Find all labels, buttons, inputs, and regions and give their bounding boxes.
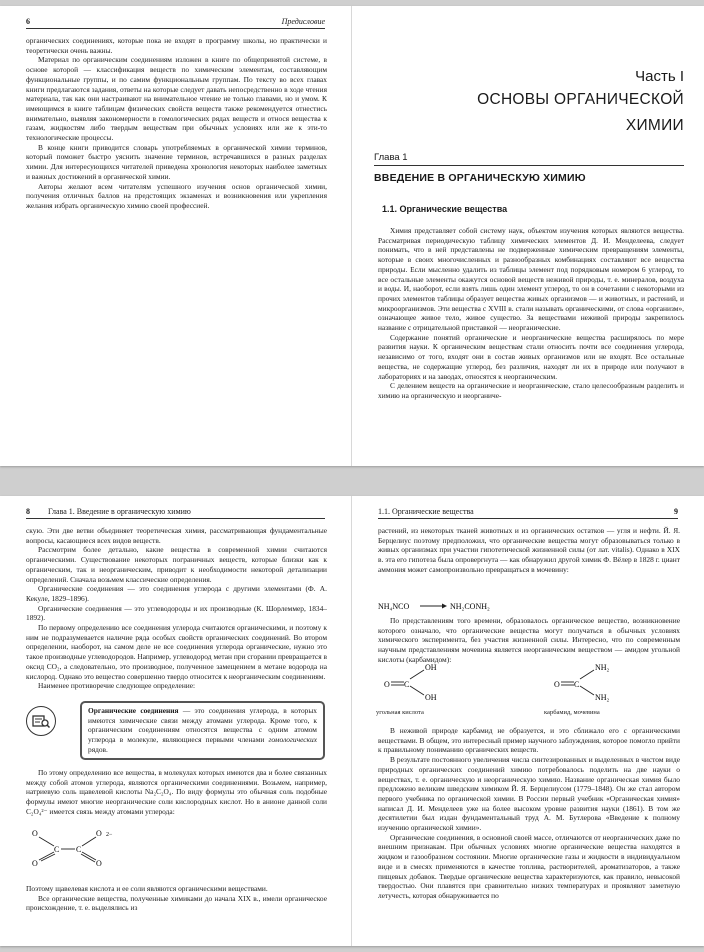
paragraph: скую. Эти две ветви объединяет теоретическая химия, рассматривающая фундаментальные вопросы, касающиеся всех видов веществ. <box>26 526 327 545</box>
running-title: Глава 1. Введение в органическую химию <box>48 507 191 516</box>
paragraph: Химия представляет собой систему наук, объектом изучения которых являются вещества. Рассматривая периодическую таблицу химических элементов Д. И. Менделеева, следует понимать, что в ней представлены не подверженные химическим превращениям элементы, которые в своих многочисленных и разнообразных комбинациях составляют все вещества природы. Если мысленно удалить из таблицы элемент под порядковым номером 6 углерод, то все остальные элементы окажутся основой веществ неживой природы, т. е. минералов, воздуха и воды. И, наоборот, если взять лишь один элемент углерод, то он в сочетании с некоторыми из прочих элементов таблицы образует вещества живых организмов — и животных, и растений, и микроорганизмов. Эти вещества с XVIII в. стали называть органическими, от слова «организм», означающее живое тело, живое существо. За веществами неживой природы закрепилось название с отрицательной приставкой — неорганические. <box>378 226 684 333</box>
running-header <box>26 16 325 29</box>
atom-label: O <box>96 829 102 838</box>
paragraph: Авторы желают всем читателям успешного изучения основ органической химии, получения отличных баллов на предстоящих экзаменах и возникновения или укрепления желания избрать органическую химию своей профессией. <box>26 181 327 210</box>
bottom-spread <box>0 496 704 946</box>
page-9-text-c <box>378 726 680 901</box>
part-title-line1: ОСНОВЫ ОРГАНИЧЕСКОЙ <box>477 91 684 108</box>
page-8 <box>0 496 352 946</box>
page-8-text-b <box>26 768 327 817</box>
page-number: 6 <box>26 17 30 26</box>
book-search-icon <box>31 711 51 731</box>
page-6 <box>0 6 352 466</box>
paragraph: Содержание понятий органические и неорганические вещества расширялось по мере развития науки. К органическим веществам стали относить почти все соединения углерода, независимо от того, входят они в состав живых организмов или не входят. Все остальные вещества, не содержащие углерод, без различия, находят ли их в природе или получают в лабораториях и на заводах, относятся к неорганическим. <box>378 332 684 381</box>
oxalate-structure <box>30 826 120 875</box>
paragraph: Поэтому щавелевая кислота и ее соли являются органическими веществами. <box>26 884 268 893</box>
paragraph: Все органические вещества, полученные химиками до начала XIX в., имели органическое происхождение, т. е. выделялись из <box>26 893 327 913</box>
atom-label: NH₂ <box>595 663 610 672</box>
paragraph: Органические соединения — это соединения углерода с другими элементами (Ф. А. Кекуле, 1829–1896). <box>26 584 327 603</box>
page-number: 9 <box>674 507 678 516</box>
paragraph: растений, из некоторых тканей животных и из органических остатков — угля и нефти. Й. Я. Берцелиус поэтому предположил, что органические вещества могут образовываться только в живых организмах при участии гипотетической жизненной силы (от лат. vitalis). Однако в XIX в. эта его гипотеза была опровергнута — как обнаружил другой химик Ф. Вёлер в 1828 г. циант аммония может самопроизвольно превращаться в мочевину: <box>378 526 680 574</box>
paragraph: С делением веществ на органические и неорганические, стало целесообразным разделить и химию на органическую и неорганиче- <box>378 381 684 400</box>
top-spread <box>0 6 704 466</box>
chapter-title: ВВЕДЕНИЕ В ОРГАНИЧЕСКУЮ ХИМИЮ <box>374 172 586 184</box>
atom-label: O <box>384 680 390 689</box>
definition-icon <box>26 706 56 736</box>
paragraph: Органические соединения — это углеводороды и их производные (К. Шорлеммер, 1834–1892). <box>26 603 327 623</box>
paragraph: Наименее противоречие следующее определение: <box>38 681 196 691</box>
part-heading <box>384 68 684 138</box>
atom-label: O <box>32 859 38 868</box>
definition-term: Органические соединения <box>88 706 179 715</box>
page-9 <box>352 496 704 946</box>
page-9-text-a <box>378 526 680 575</box>
running-title: 1.1. Органические вещества <box>378 507 474 516</box>
urea-structure <box>552 660 642 713</box>
atom-label: C <box>574 680 580 689</box>
atom-label: NH₂ <box>595 693 610 702</box>
page-7 <box>352 6 704 466</box>
page-9-text-b <box>378 616 680 665</box>
paragraph: Материал по органическим соединениям изложен в книге по общепринятой системе, в основе которой — классификация веществ по химическим элементам, составляющим функциональные группы, и по самим функциональным группам. По тексту во всех главах книги предлагаются задания, ответы на которые следует давать непосредственно в ходе чтения материала, так как они настраивают на внимательное чтение не только главами, но и умом. К имеющимся в книге таблицам физических свойств веществ также рекомендуется отнестись внимательно, выявляя закономерности в гомологических рядах веществ и относя вещества к газам, жидкостям либо твердым веществам при обычных условиях или же к эти-то технологические процессы. <box>26 55 327 143</box>
chapter-heading <box>374 152 684 184</box>
atom-label: C <box>404 680 410 689</box>
paragraph: органических соединениях, которые пока не входят в программу школы, но практически и теоретически очень важны. <box>26 36 327 55</box>
part-label: Часть I <box>635 68 684 85</box>
label-urea: карбамид, мочевина <box>544 709 600 716</box>
paragraph: В неживой природе карбамид не образуется, и это сближало его с органическими веществами. В общем, это интересный пример научного заблуждения, которое помогло прийти к правильному пониманию органических веществ. <box>378 726 680 755</box>
preface-text <box>26 36 327 211</box>
paragraph: В конце книги приводится словарь употребляемых в органической химии терминов, который поможет быстро уяснить значение терминов, встречавшихся в разных разделах химии. Для интересующихся читателей приведена хронология некоторых наиболее заметных и важных достижений в органической химии. <box>26 142 327 181</box>
carbonic-acid-structure <box>382 660 472 713</box>
paragraph: По этому определению все вещества, в молекулах которых имеются два и более связанных между собой атомов углерода, являются органическими соединениями. Возьмем, например, натриевую соль щавелевой кислоты Na₂C₂O₄. По виду формулы это обычная соль подобные формулы имеют многие неорганические соли кислородных кислот. Но в анионе данной соли C₂O₄²⁻ имеется связь между атомами углерода: <box>26 768 327 816</box>
chapter-label: Глава 1 <box>374 152 684 166</box>
atom-label: OH <box>425 663 437 672</box>
atom-label: O <box>96 859 102 868</box>
atom-label: O <box>554 680 560 689</box>
atom-label: OH <box>425 693 437 702</box>
oxalate-charge: 2− <box>106 832 113 838</box>
paragraph: По представлениям того времени, образовалось органическое вещество, возникновение которого означало, что органические вещества могут получаться в обычных условиях химического эксперимента, без участия жизненной силы. Интересно, что по современным научным представлениям мочевина является неорганическим веществом — амидом угольной кислоты (карбамидом): <box>378 616 680 664</box>
reaction-product: NH₂CONH₂ <box>450 602 490 611</box>
label-carbonic-acid: угольная кислота <box>376 709 424 716</box>
paragraph: Органические соединения, в основной своей массе, отличаются от неорганических даже по внешним признакам. При обычных условиях многие органические вещества находятся в жидком и газообразном состоянии. Многие органические газы и жидкости в индивидуальном виде и в смесях применяются в качестве топлива, растворителей, ароматизаторов, а также пищевых добавок. Твердые органические вещества характеризуются, как правило, невысокой твердостью. Они плавятся при сравнительно низких температурах и проявляют заметную летучесть, которая обнаруживается по <box>378 832 680 900</box>
page-number: 8 <box>26 507 30 516</box>
paragraph: По первому определению все соединения углерода считаются органическими, и поэтому к ним не подразумевается наличие ряда особых свойств органических соединений. Во втором определении, наоборот, на самом деле не все соединения углерода органические, нужно это такое производные углеводородов. Например, углеводород метан при сгорании превращается в оксид CO₂, а следовательно, это производное, полученное замещением в метане водорода на кислород. Однако это вещество совершенно твердо относится к неорганическим соединениям. <box>26 623 327 681</box>
atom-label: O <box>32 829 38 838</box>
atom-label: C <box>54 845 60 854</box>
definition-end: рядов. <box>88 744 108 754</box>
running-title: Предисловие <box>281 17 325 26</box>
paragraph: Рассмотрим более детально, какие вещества в современной химии считаются органическими. Существование некоторых пограничных веществ, которые близки как к органическим, так и неорганическим, приводит к необходимости некоторой детализации определений. Сначала возьмем классические определения. <box>26 545 327 584</box>
section-title: 1.1. Органические вещества <box>382 204 508 214</box>
chapter-text <box>378 226 684 401</box>
reaction-reactant: NH₄NCO <box>378 602 410 611</box>
definition-italic: гомологических <box>268 735 317 745</box>
page-8-text-a <box>26 526 327 691</box>
running-header <box>378 506 678 519</box>
running-header <box>26 506 325 519</box>
atom-label: C <box>76 845 82 854</box>
page-8-text-c <box>26 884 327 913</box>
definition-text: — это соединения углерода, в которых имеются химические связи между атомами углерода. Кроме того, к органическим соединениям относятся вещества с одним атомом углерода в молекуле, являющиеся первыми членами <box>88 706 318 745</box>
definition-box <box>80 701 325 760</box>
paragraph: В результате постоянного увеличения числа синтезированных и выделенных в чистом виде природных органических соединений химию потребовалось поделить на две науки о веществах, т. е. органическую и неорганическую химию. Название органическая химия было предложено великим шведским химиком Й. Я. Берцелиусом (1779–1848). Он же стал автором первого учебника по органической химии. В России первый учебник «Органическая химия» написал Д. И. Менделеев уже на более высоком уровне развития науки (1861). В том же десятилетии был издан фундаментальный труд А. М. Бутлерова «Введение к полному изучению органической химии». <box>378 755 680 833</box>
part-title-line2: ХИМИИ <box>625 117 684 134</box>
